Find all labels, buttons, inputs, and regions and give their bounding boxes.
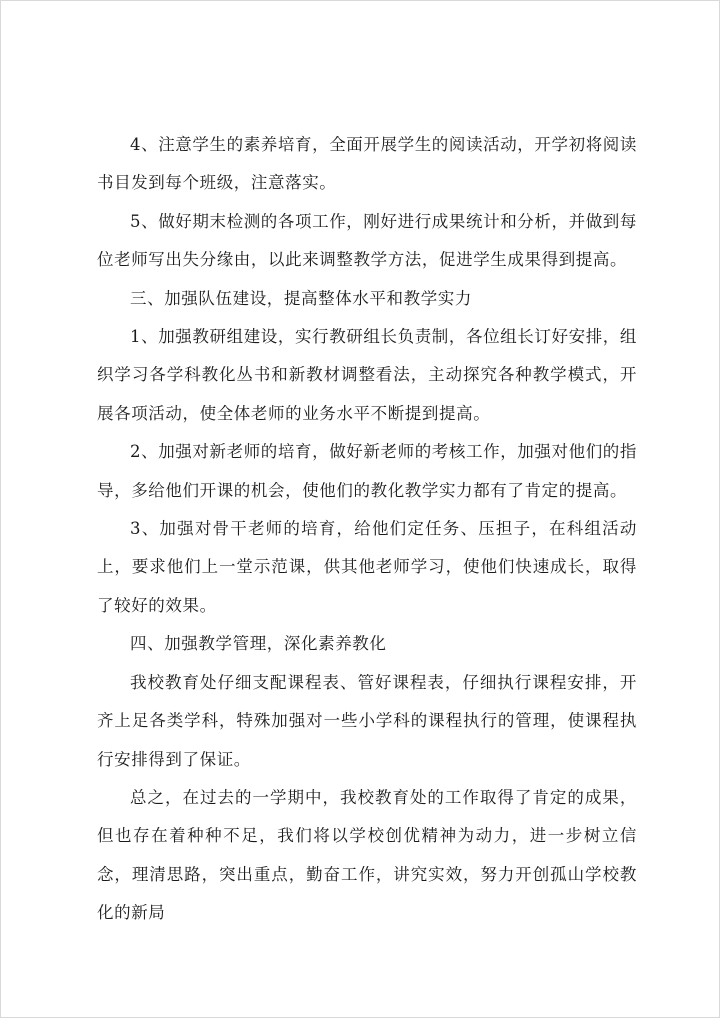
section-heading-4: 四、加强教学管理，深化素养教化 bbox=[130, 634, 387, 654]
paragraph-subitem-1: 1、加强教研组建设，实行教研组长负责制，各位组长订好安排，组织学习各学科教化丛书和新教材调整看法，主动探究各种教学模式，开展各项活动，使全体老师的业务水平不断提到提高。 bbox=[97, 327, 637, 423]
paragraph-item-4: 4、注意学生的素养培育，全面开展学生的阅读活动，开学初将阅读书目发到每个班级，注意落实。 bbox=[97, 135, 637, 193]
paragraph-item-5: 5、做好期末检测的各项工作，刚好进行成果统计和分析，并做到每位老师写出失分缘由，以此来调整教学方法，促进学生成果得到提高。 bbox=[97, 211, 637, 270]
section-heading-3: 三、加强队伍建设，提高整体水平和教学实力 bbox=[130, 288, 472, 308]
paragraph-subitem-3: 3、加强对骨干老师的培育，给他们定任务、压担子，在科组活动上，要求他们上一堂示范课，供其他老师学习，使他们快速成长，取得了较好的效果。 bbox=[97, 519, 637, 615]
paragraph-summary: 总之，在过去的一学期中，我校教育处的工作取得了肯定的成果，但也存在着种种不足，我们将以学校创优精神为动力，进一步树立信念，理清思路，突出重点，勤奋工作，讲究实效，努力开创孤山学校教化的新局 bbox=[97, 787, 637, 923]
document-body bbox=[97, 126, 637, 933]
paragraph-curriculum: 我校教育处仔细支配课程表、管好课程表，仔细执行课程安排，开齐上足各类学科，特殊加强对一些小学科的课程执行的管理，使课程执行安排得到了保证。 bbox=[97, 672, 637, 769]
paragraph-subitem-2: 2、加强对新老师的培育，做好新老师的考核工作，加强对他们的指导，多给他们开课的机会，使他们的教化教学实力都有了肯定的提高。 bbox=[97, 442, 637, 500]
